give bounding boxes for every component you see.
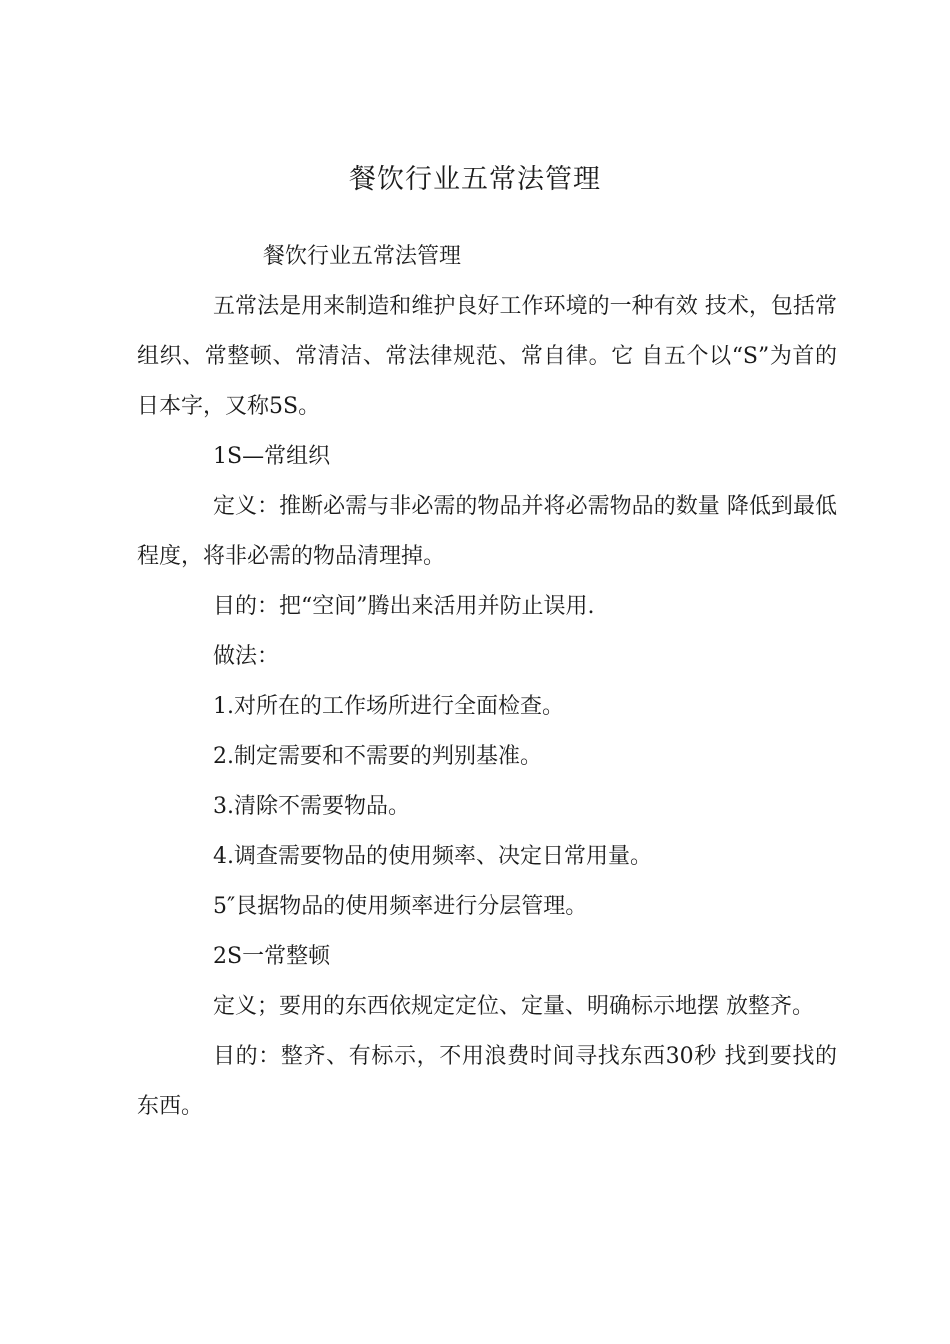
- purpose-paragraph-2s: 目的：整齐、有标示，不用浪费时间寻找东西30秒 找到要找的东西。: [137, 1044, 837, 1119]
- section-heading-1s: 1S—常组织: [213, 444, 331, 469]
- definition-paragraph-1s: 定义：推断必需与非必需的物品并将必需物品的数量 降低到最低程度，将非必需的物品清理掉。: [137, 494, 837, 569]
- intro-paragraph: 五常法是用来制造和维护良好工作环境的一种有效 技术，包括常组织、常整顿、常清洁、常法律规范、常自律。它 自五个以“S”为首的日本字，又称5S。: [137, 294, 837, 419]
- document-title: 餐饮行业五常法管理: [349, 164, 601, 195]
- method-step-3: 3.清除不需要物品。: [213, 794, 410, 819]
- method-heading: 做法：: [213, 644, 280, 669]
- method-step-5: 5″艮据物品的使用频率进行分层管理。: [213, 894, 588, 919]
- subtitle-paragraph: 餐饮行业五常法管理: [263, 244, 462, 269]
- purpose-paragraph-1s: 目的：把“空间”腾出来活用并防止误用.: [213, 594, 595, 619]
- method-step-4: 4.调查需要物品的使用频率、决定日常用量。: [213, 844, 652, 869]
- method-step-1: 1.对所在的工作场所进行全面检查。: [213, 694, 564, 719]
- document-body: [137, 232, 837, 1132]
- section-heading-2s: 2S一常整顿: [213, 944, 331, 969]
- method-step-2: 2.制定需要和不需要的判别基准。: [213, 744, 542, 769]
- definition-paragraph-2s: 定义；要用的东西依规定定位、定量、明确标示地摆 放整齐。: [213, 994, 814, 1019]
